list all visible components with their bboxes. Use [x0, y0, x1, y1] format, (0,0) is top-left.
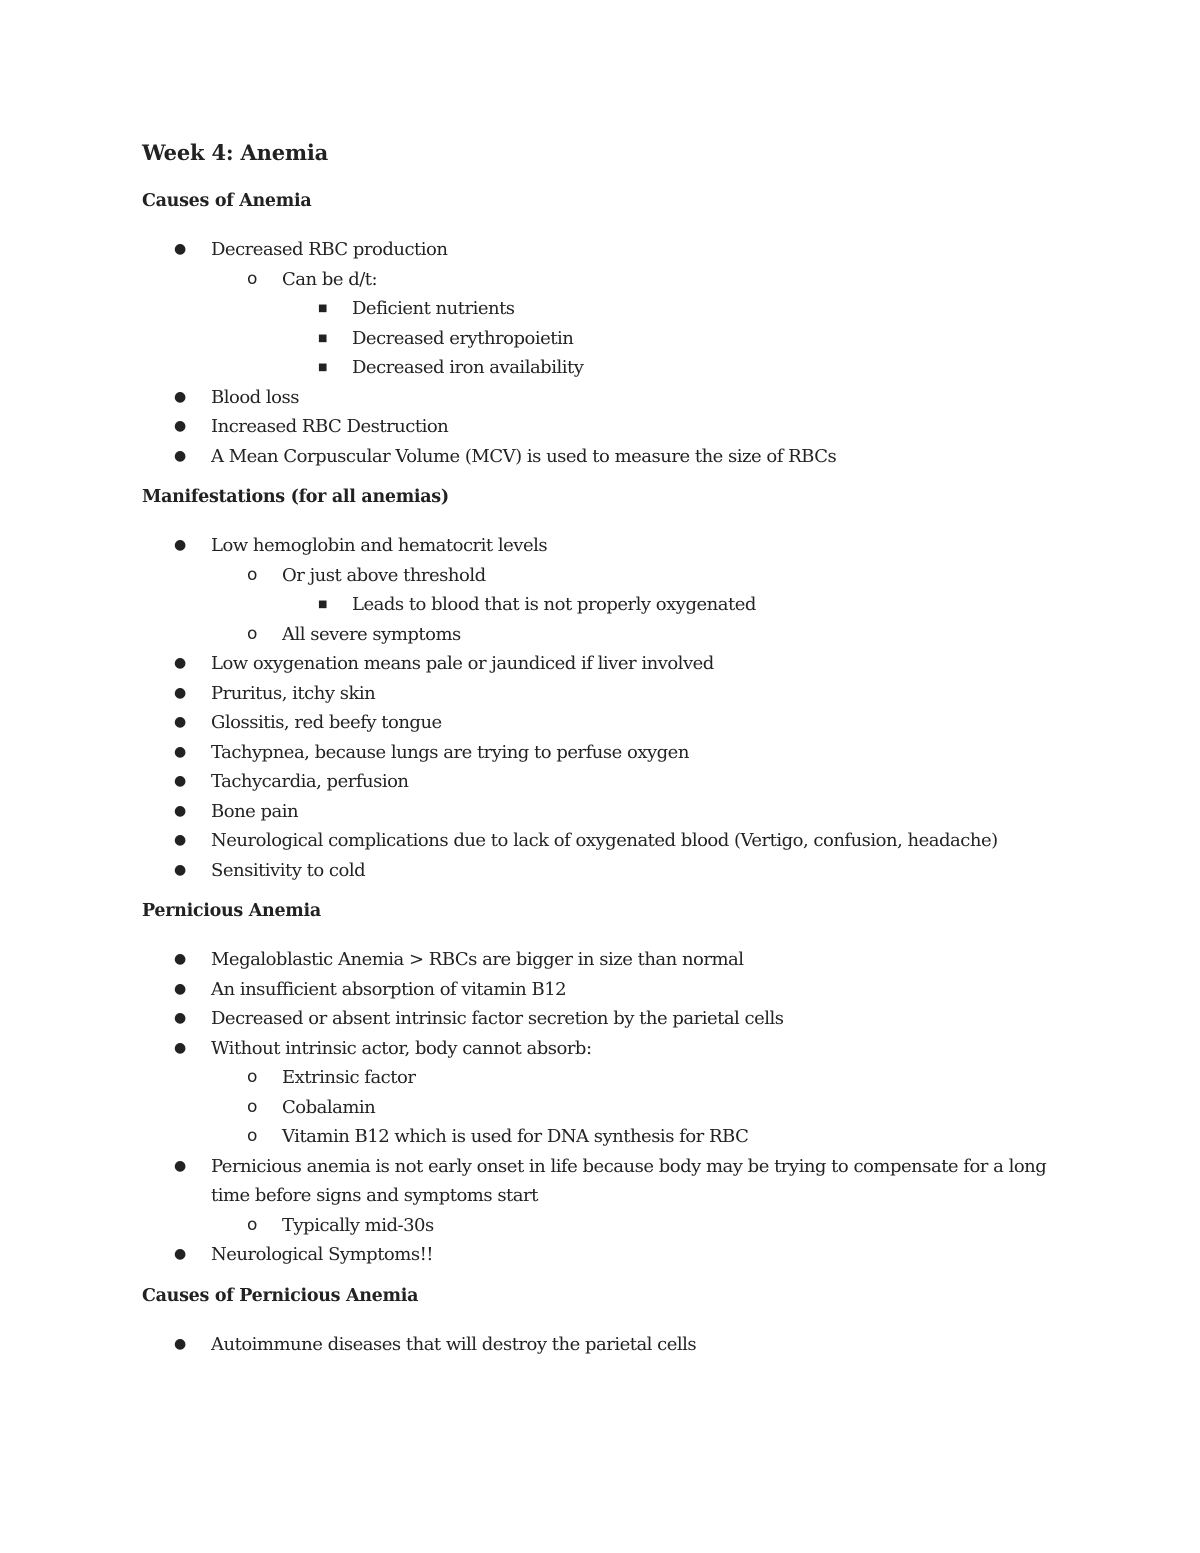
list-item-text: Neurological Symptoms!!	[211, 1244, 434, 1265]
list-item-text: Increased RBC Destruction	[211, 416, 449, 437]
list-item-text: Tachycardia, perfusion	[211, 771, 409, 792]
list-item	[142, 767, 1082, 797]
list-item	[142, 265, 1082, 295]
list-item	[142, 738, 1082, 768]
list-item-text: Or just above threshold	[282, 564, 486, 586]
list-item	[142, 856, 1082, 886]
bullet-marker-icon: ●	[174, 1246, 186, 1262]
bullet-marker-icon: ■	[318, 362, 327, 373]
list-item	[142, 797, 1082, 827]
list-item-text: Low oxygenation means pale or jaundiced if liver involved	[211, 653, 714, 674]
list-item-text: Pernicious anemia is not early onset in life because body may be trying to compensate for a long time before signs and symptoms start	[211, 1155, 1047, 1206]
bullet-marker-icon: ■	[318, 599, 327, 610]
bullet-marker-icon: ●	[174, 1157, 186, 1174]
bullet-marker-icon: ●	[174, 980, 186, 997]
bullet-marker-icon: ■	[318, 332, 327, 344]
list-item	[142, 1004, 1082, 1034]
bullet-marker-icon: o	[247, 1214, 257, 1235]
list-item-text: Decreased RBC production	[211, 239, 448, 260]
list-item	[142, 1152, 1082, 1211]
list-item-text: Neurological complications due to lack of oxygenated blood (Vertigo, confusion, headache)	[211, 830, 998, 851]
section	[142, 191, 1082, 471]
list-item	[142, 975, 1082, 1005]
list-item-text: A Mean Corpuscular Volume (MCV) is used to measure the size of RBCs	[211, 445, 837, 467]
section-heading: Causes of Pernicious Anemia	[142, 1285, 419, 1306]
list-item	[142, 679, 1082, 709]
bullet-marker-icon: ●	[174, 1335, 186, 1352]
list-item	[142, 1063, 1082, 1093]
bullet-marker-icon: o	[247, 564, 257, 585]
list-item-text: Bone pain	[211, 800, 299, 822]
list-item-text: Decreased or absent intrinsic factor secretion by the parietal cells	[211, 1008, 784, 1029]
list-item-text: An insufficient absorption of vitamin B12	[211, 978, 567, 1000]
bullet-marker-icon: ●	[174, 832, 186, 848]
list-item	[142, 945, 1082, 975]
list-item	[142, 324, 1082, 354]
list-item	[142, 1034, 1082, 1064]
document-body	[142, 191, 1082, 1359]
document-page	[142, 140, 1082, 1375]
bullet-list	[142, 945, 1082, 1270]
document-title: Week 4: Anemia	[142, 140, 329, 165]
list-item-text: Glossitis, red beefy tongue	[211, 712, 442, 733]
bullet-marker-icon: ●	[174, 447, 186, 464]
list-item-text: Sensitivity to cold	[211, 859, 366, 881]
section-heading: Pernicious Anemia	[142, 901, 321, 921]
list-item-text: Leads to blood that is not properly oxygenated	[352, 594, 756, 615]
bullet-marker-icon: ●	[174, 537, 186, 553]
section-heading: Manifestations (for all anemias)	[142, 487, 449, 507]
list-item	[142, 294, 1082, 324]
list-item-text: Typically mid-30s	[282, 1214, 434, 1236]
list-item	[142, 442, 1082, 472]
list-item-text: Decreased erythropoietin	[352, 327, 574, 349]
list-item	[142, 412, 1082, 442]
list-item	[142, 1093, 1082, 1123]
bullet-marker-icon: ●	[174, 743, 186, 760]
bullet-marker-icon: ●	[174, 802, 186, 819]
list-item	[142, 620, 1082, 650]
bullet-list	[142, 1330, 1082, 1360]
bullet-list	[142, 235, 1082, 471]
bullet-marker-icon: ■	[318, 303, 327, 314]
list-item	[142, 1211, 1082, 1241]
bullet-marker-icon: ●	[174, 951, 186, 967]
list-item-text: All severe symptoms	[282, 623, 461, 645]
list-item	[142, 1122, 1082, 1152]
bullet-marker-icon: ●	[174, 773, 186, 789]
list-item	[142, 1240, 1082, 1270]
section	[142, 487, 1082, 885]
bullet-marker-icon: ●	[174, 418, 186, 434]
bullet-marker-icon: ●	[174, 684, 186, 701]
list-item-text: Can be d/t:	[282, 268, 378, 290]
list-item	[142, 1330, 1082, 1360]
section-heading: Causes of Anemia	[142, 191, 312, 211]
bullet-marker-icon: ●	[174, 861, 186, 878]
bullet-marker-icon: ●	[174, 655, 186, 671]
bullet-marker-icon: o	[247, 1096, 257, 1117]
section	[142, 901, 1082, 1270]
list-item-text: Vitamin B12 which is used for DNA synthesis for RBC	[282, 1126, 749, 1147]
list-item-text: Autoimmune diseases that will destroy the parietal cells	[211, 1333, 697, 1355]
bullet-marker-icon: ●	[174, 714, 186, 730]
bullet-marker-icon: ●	[174, 388, 186, 405]
bullet-marker-icon: o	[247, 1067, 257, 1087]
list-item-text: Cobalamin	[282, 1096, 376, 1118]
list-item-text: Without intrinsic actor, body cannot absorb:	[211, 1037, 592, 1059]
bullet-marker-icon: o	[247, 1126, 257, 1146]
list-item	[142, 649, 1082, 679]
list-item-text: Megaloblastic Anemia > RBCs are bigger in size than normal	[211, 949, 744, 970]
bullet-marker-icon: ●	[174, 1039, 186, 1056]
list-item	[142, 561, 1082, 591]
bullet-marker-icon: ●	[174, 241, 186, 257]
list-item	[142, 826, 1082, 856]
bullet-marker-icon: o	[247, 268, 257, 289]
list-item	[142, 590, 1082, 620]
list-item-text: Pruritus, itchy skin	[211, 682, 376, 704]
bullet-list	[142, 531, 1082, 885]
list-item-text: Decreased iron availability	[352, 357, 584, 378]
list-item-text: Low hemoglobin and hematocrit levels	[211, 535, 548, 556]
list-item	[142, 383, 1082, 413]
list-item	[142, 235, 1082, 265]
list-item	[142, 708, 1082, 738]
list-item-text: Deficient nutrients	[352, 298, 515, 319]
list-item-text: Blood loss	[211, 386, 299, 408]
list-item-text: Tachypnea, because lungs are trying to perfuse oxygen	[211, 741, 689, 763]
list-item	[142, 531, 1082, 561]
bullet-marker-icon: ●	[174, 1010, 186, 1026]
section	[142, 1286, 1082, 1360]
bullet-marker-icon: o	[247, 623, 257, 644]
list-item-text: Extrinsic factor	[282, 1067, 416, 1088]
list-item	[142, 353, 1082, 383]
